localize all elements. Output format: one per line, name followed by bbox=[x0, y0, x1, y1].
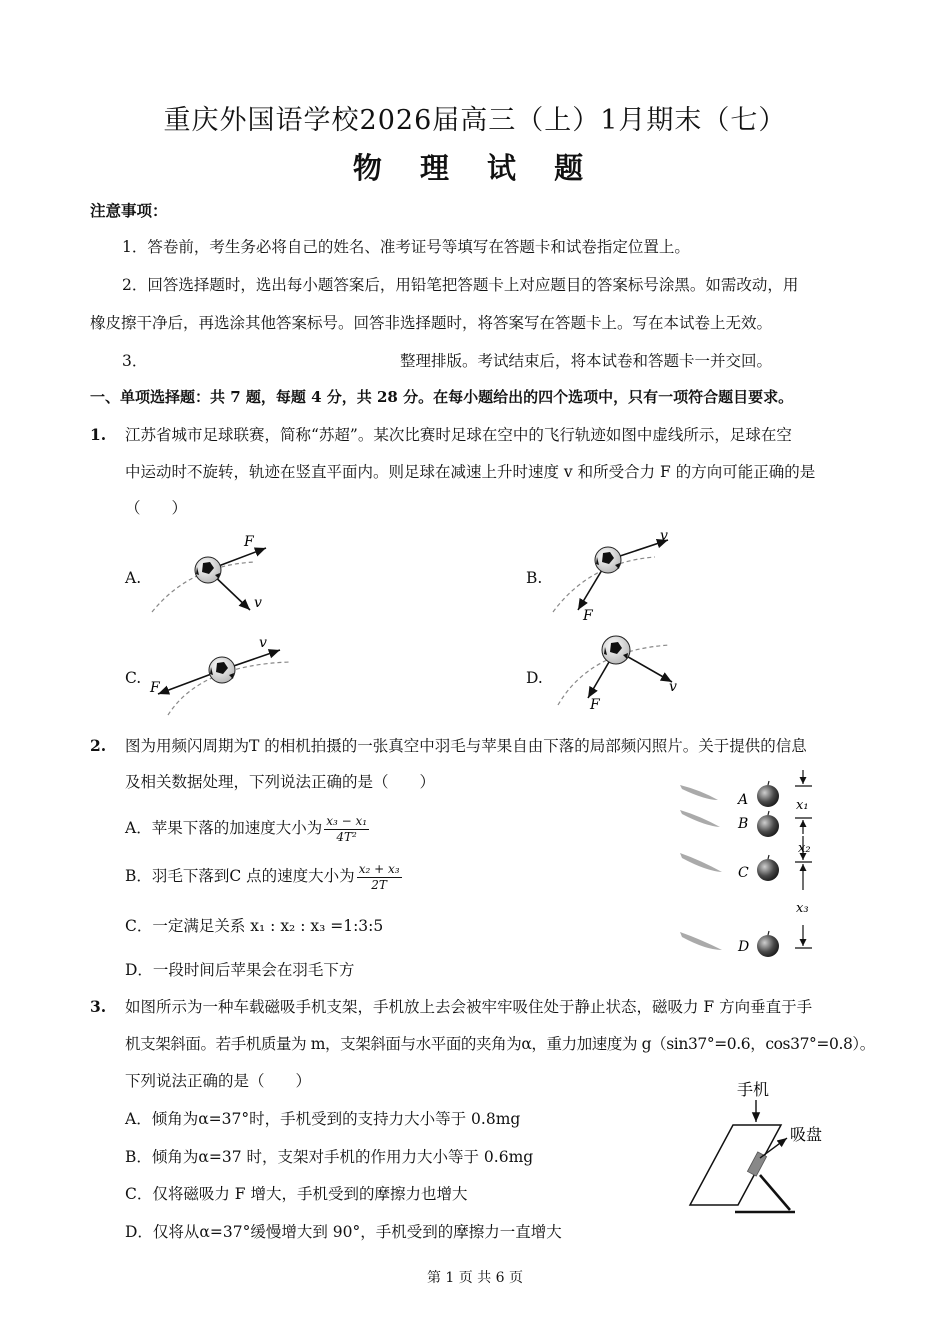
q2-stem-line2: 及相关数据处理，下列说法正确的是（ ） bbox=[125, 773, 436, 791]
notice-item-2-line2: 橡皮擦干净后，再选涂其他答案标号。回答非选择题时，将答案写在答题卡上。写在本试卷上无效。 bbox=[90, 314, 773, 332]
q1-stem-line2: 中运动时不旋转，轨迹在竖直平面内。则足球在减速上升时速度 v 和所受合力 F 的方向可能正确的是 bbox=[125, 463, 816, 481]
label-F: F bbox=[590, 697, 600, 713]
q2-option-a-text: A．苹果下落的加速度大小为 bbox=[125, 819, 323, 837]
q3-stem-line3: 下列说法正确的是（ ） bbox=[125, 1072, 312, 1090]
q1-option-c: C. bbox=[125, 669, 142, 687]
notice-item-3-text: 整理排版。考试结束后，将本试卷和答题卡一并交回。 bbox=[400, 352, 773, 370]
label-point-d: D bbox=[738, 939, 750, 955]
section-1-heading: 一、单项选择题：共 7 题，每题 4 分，共 28 分。在每小题给出的四个选项中，只有一项符合题目要求。 bbox=[90, 388, 794, 406]
q1-option-b: B. bbox=[526, 569, 543, 587]
notice-heading: 注意事项： bbox=[90, 201, 168, 220]
notice-item-2-line1: 2．回答选择题时，选出每小题答案后，用铅笔把答题卡上对应题目的答案标号涂黑。如需改动，用 bbox=[122, 276, 799, 294]
exam-subtitle: 物 理 试 题 bbox=[352, 151, 598, 185]
q3-option-a: A．倾角为α=37°时，手机受到的支持力大小等于 0.8mg bbox=[125, 1110, 521, 1128]
label-v: v bbox=[259, 635, 267, 651]
notice-item-1: 1．答卷前，考生务必将自己的姓名、准考证号等填写在答题卡和试卷指定位置上。 bbox=[122, 238, 690, 256]
q1-stem-line1: 江苏省城市足球联赛，简称“苏超”。某次比赛时足球在空中的飞行轨迹如图中虚线所示，足球在空 bbox=[125, 426, 792, 444]
notice-item-3-number: 3． bbox=[122, 352, 148, 370]
q3-number: 3. bbox=[90, 997, 107, 1016]
q2-number: 2. bbox=[90, 736, 107, 755]
label-F: F bbox=[244, 534, 254, 550]
q1-option-a: A. bbox=[125, 569, 142, 587]
q3-option-c: C．仅将磁吸力 F 增大，手机受到的摩擦力也增大 bbox=[125, 1185, 468, 1203]
q1-answer-blank: （ ） bbox=[125, 499, 188, 517]
label-v: v bbox=[254, 595, 262, 611]
holder-arm bbox=[760, 1175, 790, 1210]
q3-option-d: D．仅将从α=37°缓慢增大到 90°，手机受到的摩擦力一直增大 bbox=[125, 1223, 562, 1241]
sucker-label: 吸盘 bbox=[790, 1125, 823, 1144]
label-v: v bbox=[660, 528, 668, 544]
label-point-b: B bbox=[738, 816, 749, 832]
label-F: F bbox=[150, 680, 160, 696]
exam-title: 重庆外国语学校2026届高三（上）1月期末（七） bbox=[163, 105, 787, 136]
q2-stem-line1: 图为用频闪周期为T 的相机拍摄的一张真空中羽毛与苹果自由下落的局部频闪照片。关于提供的信息 bbox=[125, 737, 807, 755]
label-x3: x₃ bbox=[796, 901, 809, 916]
label-point-a: A bbox=[738, 792, 749, 808]
q2-option-b-fraction: $\frac{\text{x₂ + x₃}}{2T}$ bbox=[358, 861, 400, 892]
q2-option-b-text: B．羽毛下落到C 点的速度大小为 bbox=[125, 867, 355, 885]
label-point-c: C bbox=[738, 865, 749, 881]
q3-stem-line2: 机支架斜面。若手机质量为 m，支架斜面与水平面的夹角为α，重力加速度为 g（sin37°=0.6，cos37°=0.8）。 bbox=[125, 1035, 875, 1053]
q2-option-d: D．一段时间后苹果会在羽毛下方 bbox=[125, 961, 355, 979]
label-F: F bbox=[583, 608, 593, 624]
q1-number: 1. bbox=[90, 425, 107, 444]
q2-option-c: C．一定满足关系 x₁ : x₂ : x₃ =1:3:5 bbox=[125, 917, 384, 935]
label-x2: x₂ bbox=[798, 841, 811, 856]
label-v: v bbox=[669, 679, 677, 695]
q1-option-d: D. bbox=[526, 669, 543, 687]
page-footer: 第 1 页 共 6 页 bbox=[426, 1270, 524, 1286]
label-x1: x₁ bbox=[796, 798, 809, 813]
phone-body bbox=[690, 1125, 781, 1205]
phone-label: 手机 bbox=[737, 1080, 770, 1099]
q3-option-b: B．倾角为α=37 时，支架对手机的作用力大小等于 0.6mg bbox=[125, 1148, 534, 1166]
q3-stem-line1: 如图所示为一种车载磁吸手机支架，手机放上去会被牢牢吸住处于静止状态，磁吸力 F 方向垂直于手 bbox=[125, 998, 813, 1016]
q2-option-a-fraction: $\frac{\text{x₃ − x₁}}{\text{4T²}}$ bbox=[326, 813, 368, 844]
